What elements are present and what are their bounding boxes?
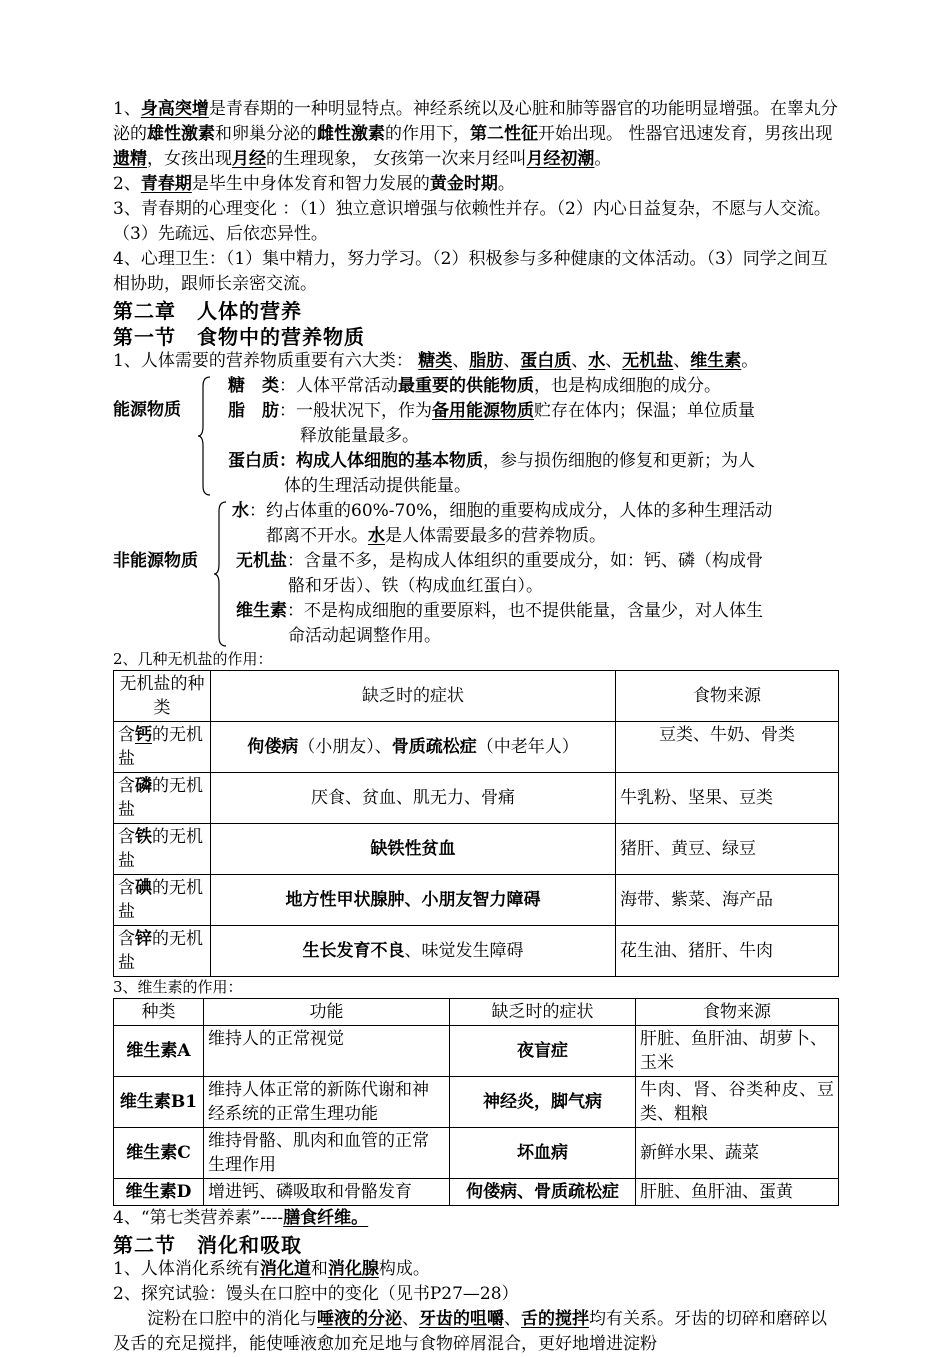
symptom-cell: 地方性甲状腺肿、小朋友智力障碍 <box>211 875 616 926</box>
keyword: 生长发育不良 <box>302 941 405 961</box>
separator: 、 <box>452 351 470 371</box>
nutrient-keyword: 糖类 <box>418 351 453 371</box>
keyword: 消化腺 <box>327 1259 379 1279</box>
table-header-row <box>114 999 839 1026</box>
brace-icon <box>197 376 211 496</box>
table-header-cell: 食物来源 <box>616 671 839 722</box>
text: 开始出现。 性器官迅速发育，男孩出现 <box>538 124 833 144</box>
source-cell: 肝脏、鱼肝油、胡萝卜、玉米 <box>636 1026 839 1077</box>
separator: 、 <box>673 351 691 371</box>
keyword: 雄性激素 <box>147 124 215 144</box>
brace-icon <box>213 501 227 647</box>
table-row <box>114 1026 839 1077</box>
source-cell: 新鲜水果、蔬菜 <box>636 1128 839 1179</box>
item-number: 2、 <box>113 174 141 194</box>
item-name: 维生素 <box>236 601 287 621</box>
keyword: 水 <box>368 526 385 546</box>
vitamins-table <box>113 998 839 1206</box>
keyword: 雌性激素 <box>317 124 385 144</box>
keyword: 舌的搅拌 <box>521 1309 589 1329</box>
document-page <box>113 97 839 1357</box>
table-row <box>114 875 839 926</box>
keyword: 磷 <box>135 776 152 796</box>
table-header-cell: 功能 <box>204 999 450 1026</box>
text: 释放能量最多。 <box>300 426 419 446</box>
symptom-cell: 佝偻病、骨质疏松症 <box>450 1179 636 1206</box>
table-row <box>114 722 839 773</box>
table-header-cell: 无机盐的种类 <box>114 671 211 722</box>
text: 。 <box>497 174 515 194</box>
paragraph-digestive-system <box>113 1257 839 1282</box>
text: 体的生理活动提供能量。 <box>284 476 471 496</box>
keyword: 牙齿的咀嚼 <box>419 1309 504 1329</box>
item-name: 无机盐 <box>236 551 287 571</box>
table-row <box>114 1128 839 1179</box>
text: ，参与损伤细胞的修复和更新；为人 <box>483 451 755 471</box>
mineral-name-cell <box>114 773 211 824</box>
text: 是青春期的一种明显特点。神经系统以及心脏和肺等器官的功能明显增强。在睾丸分泌的 <box>113 99 838 144</box>
symptom-cell <box>211 722 616 773</box>
keyword: 青春期 <box>140 174 192 194</box>
mineral-name-cell <box>114 824 211 875</box>
keyword: 钙 <box>135 725 152 745</box>
text: 都离不开水。 <box>266 526 368 546</box>
mineral-name-cell <box>114 722 211 773</box>
minerals-table <box>113 670 839 977</box>
table-row <box>114 773 839 824</box>
keyword: 月经 <box>232 149 266 169</box>
separator: 。 <box>741 351 759 371</box>
mineral-name-cell <box>114 926 211 977</box>
symptom-cell: 厌食、贫血、肌无力、骨痛 <box>211 773 616 824</box>
keyword: 身高突增 <box>140 99 209 119</box>
symptom-cell: 夜盲症 <box>450 1026 636 1077</box>
text: 贮存在体内；保温；单位质量 <box>534 401 755 421</box>
vitamin-name-cell: 维生素D <box>114 1179 204 1206</box>
item-number: 1、 <box>113 99 141 119</box>
item-name: 糖 类 <box>228 376 279 396</box>
source-cell: 豆类、牛奶、骨类 <box>616 722 839 773</box>
text: 4、“第七类营养素”---- <box>113 1208 284 1228</box>
text: 的无机盐 <box>118 929 203 973</box>
text: 命活动起调整作用。 <box>288 626 441 646</box>
vitamins-table-title: 3、维生素的作用： <box>113 978 243 996</box>
paragraph-fiber <box>113 1206 839 1231</box>
paragraph-psychology: 3、青春期的心理变化 ：（1）独立意识增强与依赖性并存。（2）内心日益复杂，不愿与人交流。（3）先疏远、后依恋异性。 <box>113 199 831 244</box>
symptom-cell <box>211 926 616 977</box>
text: 的无机盐 <box>118 776 203 820</box>
keyword: 佝偻病 <box>247 737 299 757</box>
function-cell: 维持人体正常的新陈代谢和神经系统的正常生理功能 <box>204 1077 450 1128</box>
table-row <box>114 824 839 875</box>
separator: 、 <box>605 351 623 371</box>
paragraph-puberty-growth <box>113 97 839 172</box>
section-heading: 第二节 消化和吸取 <box>113 1233 302 1257</box>
nutrient-keyword: 无机盐 <box>622 351 674 371</box>
energy-item-fat <box>113 399 839 449</box>
text: 含 <box>118 725 135 745</box>
table-header-cell: 食物来源 <box>636 999 839 1026</box>
nutrient-keyword: 水 <box>588 351 606 371</box>
separator: 、 <box>504 1309 521 1329</box>
text: 的作用下， <box>385 124 470 144</box>
text: 含 <box>118 878 135 898</box>
text: ：不是构成细胞的重要原料，也不提供能量，含量少，对人体生 <box>287 601 763 621</box>
paragraph-experiment: 2、探究试验：馒头在口腔中的变化（见书P27—28） <box>113 1284 519 1304</box>
text: （小朋友）、 <box>298 737 392 757</box>
item-name: 水 <box>232 501 249 521</box>
item-name: 脂 肪 <box>228 401 279 421</box>
keyword: 碘 <box>135 878 152 898</box>
chapter-heading: 第二章 人体的营养 <box>113 299 302 323</box>
group-label: 能源物质 <box>113 400 181 420</box>
text: 含 <box>118 776 135 796</box>
paragraph-mental-hygiene: 4、心理卫生：（1）集中精力，努力学习。（2）积极参与多种健康的文体活动。（3）同学之间互相协助，跟师长亲密交流。 <box>113 249 828 294</box>
table-header-cell: 缺乏时的症状 <box>450 999 636 1026</box>
text: 的无机盐 <box>118 878 203 922</box>
text: （中老年人） <box>476 737 579 757</box>
keyword: 备用能源物质 <box>432 401 534 421</box>
vitamin-name-cell: 维生素B1 <box>114 1077 204 1128</box>
source-cell: 牛肉、肾、谷类种皮、豆类、粗粮 <box>636 1077 839 1128</box>
keyword: 消化道 <box>259 1259 311 1279</box>
keyword: 黄金时期 <box>429 174 498 194</box>
separator: 、 <box>571 351 589 371</box>
text: ：约占体重的60%-70%，细胞的重要构成成分，人体的多种生理活动 <box>249 501 773 521</box>
text: 是人体需要最多的营养物质。 <box>385 526 606 546</box>
source-cell: 海带、紫菜、海产品 <box>616 875 839 926</box>
function-cell: 增进钙、磷吸取和骨骼发育 <box>204 1179 450 1206</box>
source-cell: 花生油、猪肝、牛肉 <box>616 926 839 977</box>
energy-item-protein <box>113 449 839 499</box>
keyword: 唾液的分泌 <box>317 1309 402 1329</box>
paragraph-nutrients-intro <box>113 349 839 374</box>
text: 和卵巢分泌的 <box>215 124 317 144</box>
text: 的无机盐 <box>118 725 203 769</box>
table-row <box>114 1077 839 1128</box>
text: ，女孩出现 <box>147 149 232 169</box>
table-row <box>114 926 839 977</box>
table-header-cell: 缺乏时的症状 <box>211 671 616 722</box>
keyword: ：构成人体细胞的基本物质 <box>279 451 483 471</box>
text: 含 <box>118 929 135 949</box>
keyword: 第二性征 <box>470 124 538 144</box>
symptom-cell: 缺铁性贫血 <box>211 824 616 875</box>
symptom-cell: 神经炎，脚气病 <box>450 1077 636 1128</box>
keyword: 骨质疏松症 <box>391 737 477 757</box>
source-cell: 牛乳粉、坚果、豆类 <box>616 773 839 824</box>
text: 含 <box>118 827 135 847</box>
nutrient-keyword: 脂肪 <box>469 351 504 371</box>
source-cell: 肝脏、鱼肝油、蛋黄 <box>636 1179 839 1206</box>
function-cell: 维持骨骼、肌肉和血管的正常生理作用 <box>204 1128 450 1179</box>
vitamin-name-cell: 维生素C <box>114 1128 204 1179</box>
keyword: 锌 <box>135 929 152 949</box>
vitamin-name-cell: 维生素A <box>114 1026 204 1077</box>
table-header-row <box>114 671 839 722</box>
text: 。 <box>594 149 612 169</box>
mineral-name-cell <box>114 875 211 926</box>
table-header-cell: 种类 <box>114 999 204 1026</box>
text: 构成。 <box>378 1259 430 1279</box>
text: 1、人体消化系统有 <box>113 1259 260 1279</box>
keyword: 月经初潮 <box>526 149 595 169</box>
text: 骼和牙齿）、铁（构成血红蛋白）。 <box>288 576 543 596</box>
nutrient-keyword: 维生素 <box>690 351 742 371</box>
group-label: 非能源物质 <box>113 551 198 571</box>
text: 、味觉发生障碍 <box>404 941 524 961</box>
keyword: 遗精 <box>113 149 147 169</box>
separator: 、 <box>402 1309 419 1329</box>
section-heading: 第一节 食物中的营养物质 <box>113 325 365 349</box>
text: 均有关系。牙齿的切碎和磨碎以及舌的充足搅拌，能使唾液愈加充足地与食物碎屑混合，更好地增进淀粉 <box>113 1309 827 1354</box>
keyword: 最重要的供能物质 <box>398 376 534 396</box>
text: ：人体平常活动 <box>279 376 398 396</box>
energy-substances-group <box>113 374 839 499</box>
text: 1、人体需要的营养物质重要有六大类： <box>113 351 413 371</box>
paragraph-starch-digestion <box>113 1307 839 1357</box>
water-line2 <box>232 524 839 549</box>
source-cell: 猪肝、黄豆、绿豆 <box>616 824 839 875</box>
nonenergy-substances-group <box>113 499 839 649</box>
text: ：一般状况下，作为 <box>279 401 432 421</box>
text: ：含量不多，是构成人体组织的重要成分，如：钙、磷（构成骨 <box>287 551 763 571</box>
energy-item-sugar <box>113 374 839 399</box>
keyword: 膳食纤维。 <box>283 1208 369 1228</box>
table-row <box>114 1179 839 1206</box>
minerals-table-title: 2、几种无机盐的作用： <box>113 650 273 668</box>
text: 的无机盐 <box>118 827 203 871</box>
text: 淀粉在口腔中的消化与 <box>147 1309 317 1329</box>
keyword: 铁 <box>135 827 152 847</box>
symptom-cell: 坏血病 <box>450 1128 636 1179</box>
text: ，也是构成细胞的成分。 <box>534 376 721 396</box>
text: 和 <box>310 1259 328 1279</box>
item-name: 蛋白质 <box>228 451 279 471</box>
text: 是毕生中身体发育和智力发展的 <box>191 174 430 194</box>
separator: 、 <box>503 351 521 371</box>
paragraph-puberty-golden <box>113 172 839 197</box>
function-cell: 维持人的正常视觉 <box>204 1026 450 1077</box>
text: 的生理现象， 女孩第一次来月经叫 <box>266 149 527 169</box>
nutrient-keyword: 蛋白质 <box>520 351 572 371</box>
